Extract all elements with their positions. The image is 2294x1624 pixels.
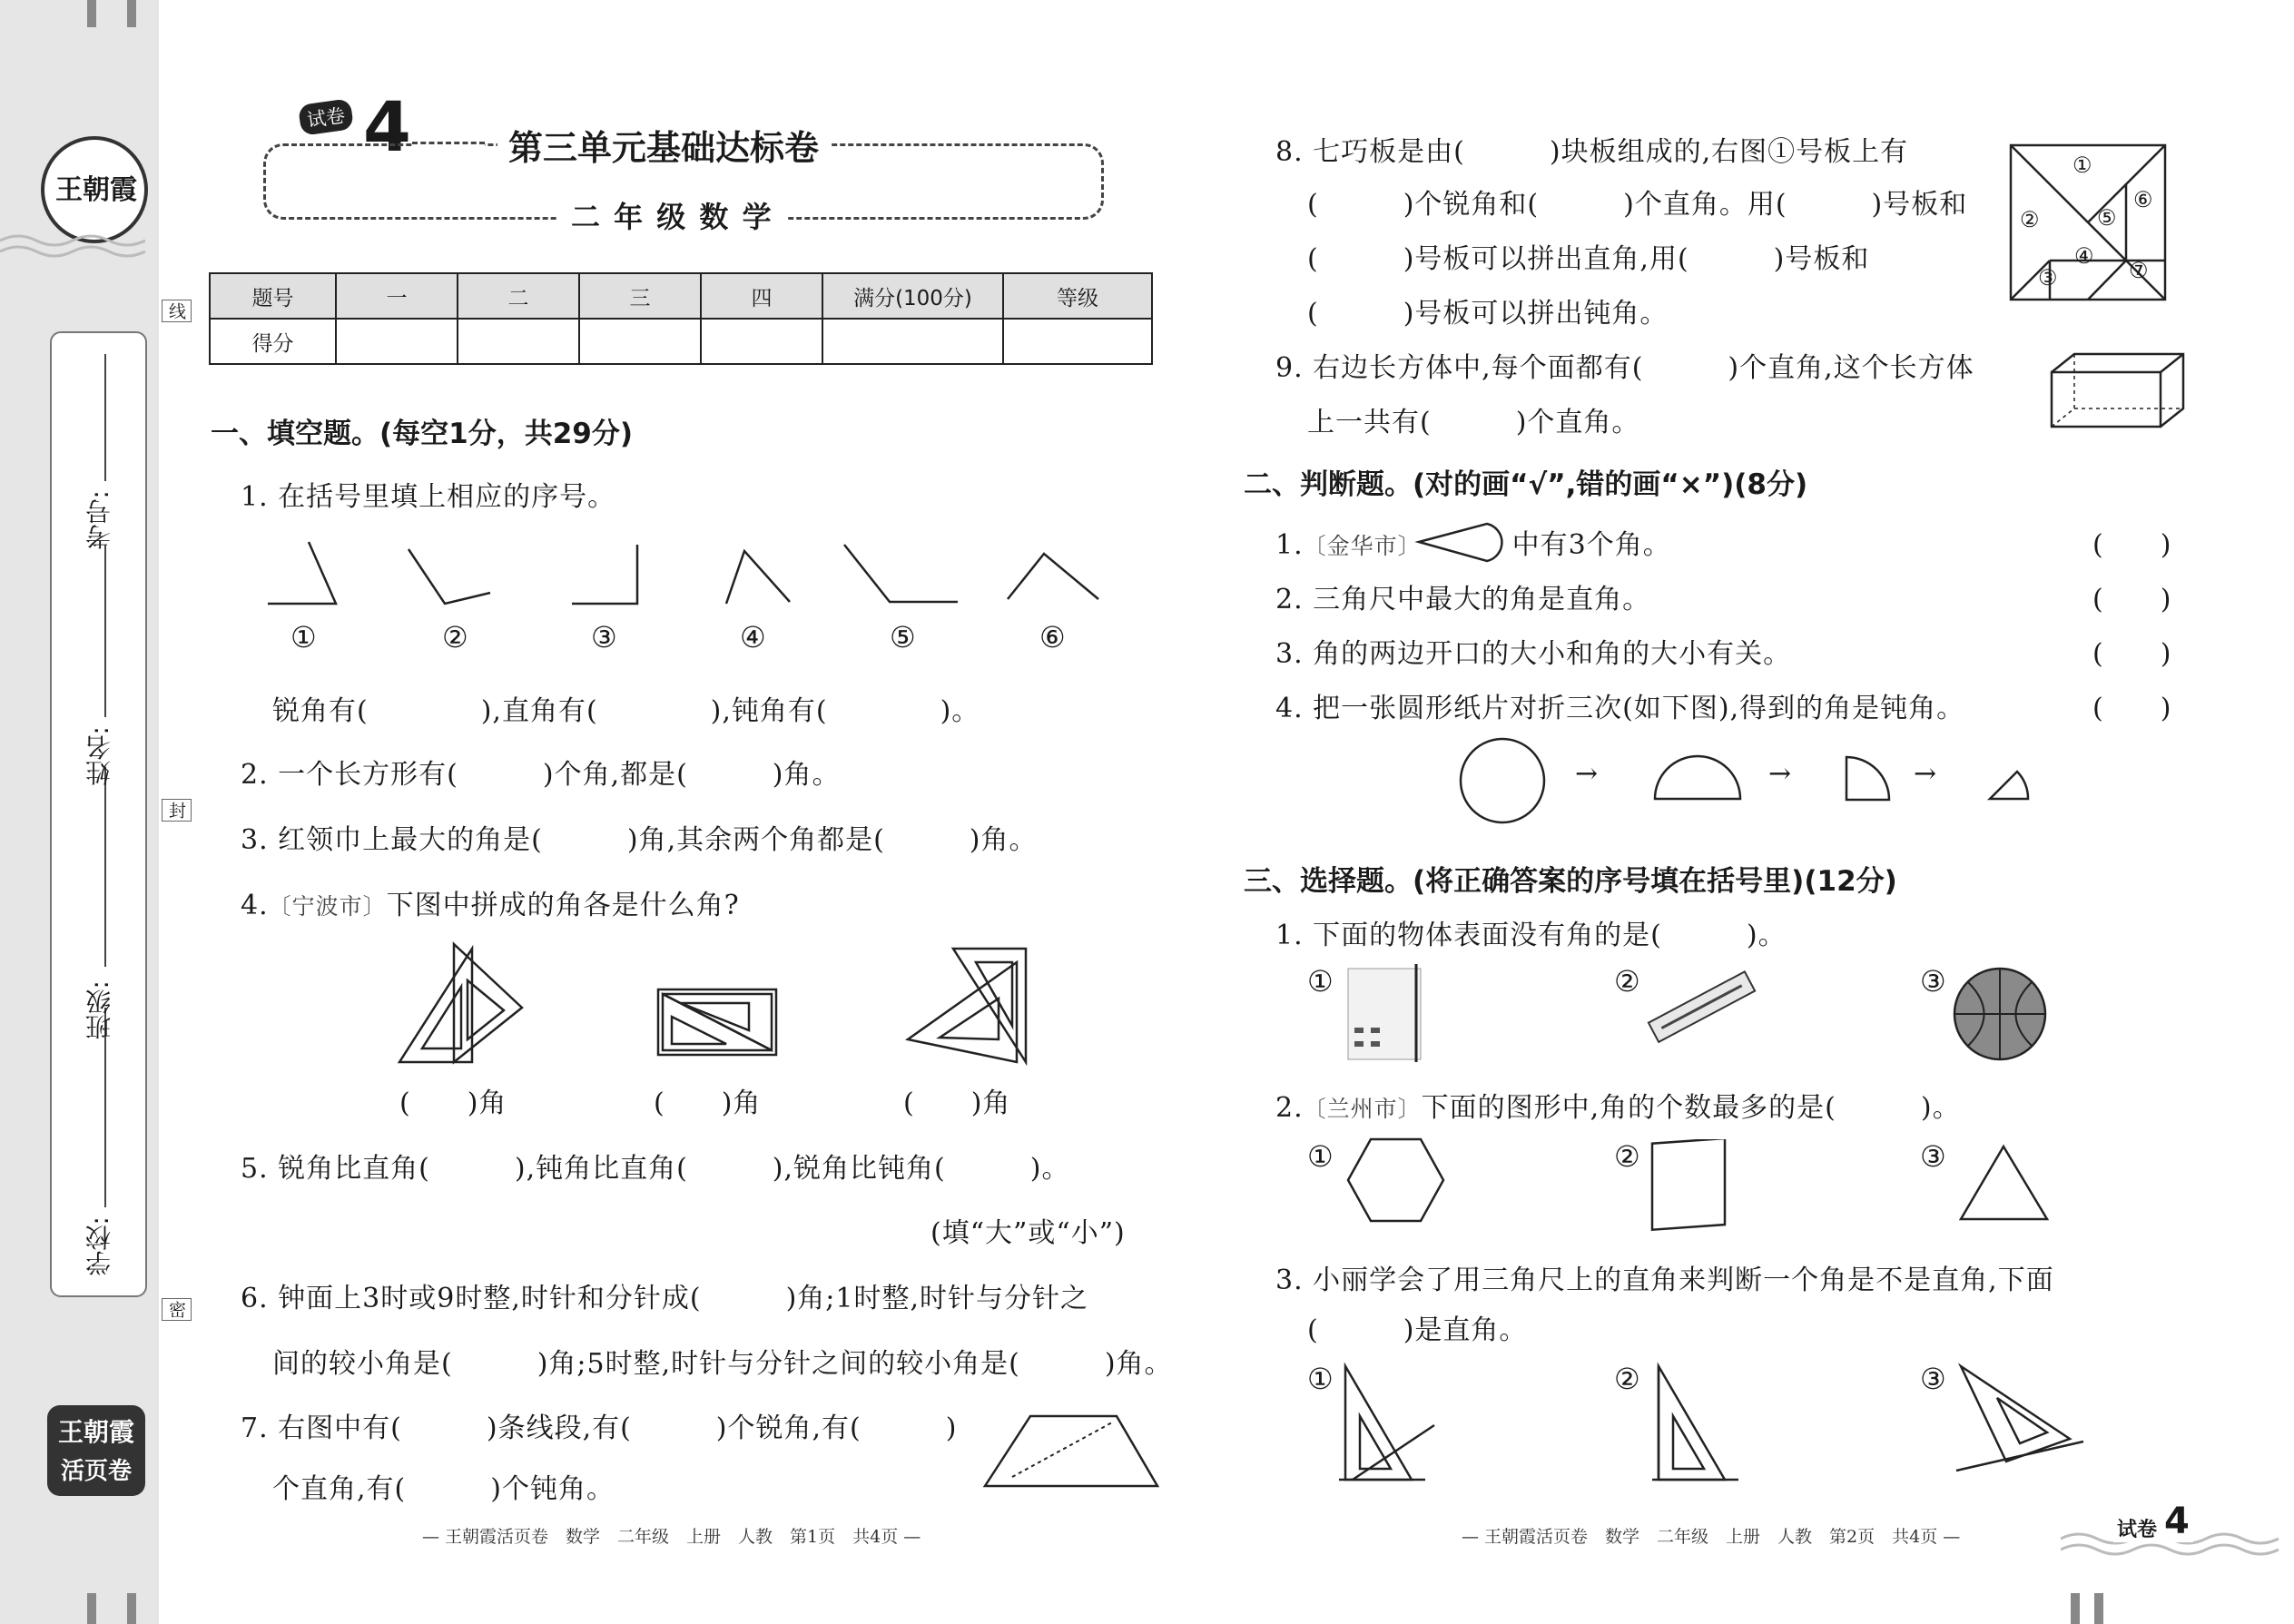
footer-badge-number: 4 (2161, 1501, 2193, 1542)
s3-q3-line2: ( )是直角。 (1307, 1314, 1528, 1346)
set-square-check-3 (1952, 1362, 2088, 1480)
s1-q5: 5. 锐角比直角( ),钝角比直角( ),锐角比钝角( )。 (241, 1153, 1070, 1185)
section1-title: 一、填空题。(每空1分，共29分) (211, 418, 634, 450)
semicircle-figure (1652, 753, 1743, 803)
s3-q3-line1: 3. 小丽学会了用三角尺上的直角来判断一个角是不是直角,下面 (1275, 1265, 2054, 1296)
score-cell[interactable] (1003, 319, 1152, 364)
s2-item-1-tag: 〔金华市〕 (1303, 533, 1422, 559)
s1-q4-text: 下图中拼成的角各是什么角? (386, 890, 740, 921)
title-frame-cut (412, 142, 485, 150)
s3-q2-tag: 〔兰州市〕 (1303, 1096, 1422, 1122)
s2-item-2-text: 三角尺中最大的角是直角。 (1313, 584, 1651, 615)
s2-item-1-number: 1. (1275, 529, 1304, 561)
angle-label-2: ② (442, 620, 468, 655)
set-square-check-1 (1334, 1362, 1439, 1489)
angle-label-3: ③ (591, 620, 617, 655)
class-field[interactable] (104, 767, 106, 967)
angle-5-icon (844, 545, 958, 602)
school-label: 学校: (84, 1216, 114, 1276)
score-cell[interactable] (822, 319, 1003, 364)
tangram-label-1: ① (2072, 153, 2092, 178)
binding-mark-seal: 封 (162, 799, 192, 822)
name-field[interactable] (104, 545, 106, 717)
s1-q4-tag: 〔宁波市〕 (268, 893, 387, 920)
score-header-cell: 四 (701, 273, 822, 319)
s1-q1-text: 1. 在括号里填上相应的序号。 (241, 481, 616, 513)
s3-q2-option-1: ① (1307, 1139, 1334, 1174)
score-cell[interactable] (336, 319, 458, 364)
strip-mark (127, 1593, 136, 1624)
quadrilateral-figure (1648, 1139, 1729, 1235)
s3-q1-option-2: ② (1614, 964, 1640, 999)
q8-line-4: ( )号板可以拼出钝角。 (1307, 298, 1669, 330)
brand-logo-text: 王朝霞 (55, 174, 137, 206)
cone-figure (1414, 517, 1514, 567)
s1-q6-line2: 间的较小角是( )角;5时整,时针与分针之间的较小角是( )角。 (272, 1348, 1173, 1380)
eighth-circle-figure (1986, 763, 2032, 803)
binding-mark-secret: 密 (162, 1298, 192, 1321)
score-header-cell: 二 (458, 273, 579, 319)
score-table-row (210, 319, 1152, 364)
test-badge: 试卷 (298, 98, 354, 136)
angle-3-icon (572, 545, 637, 604)
angle-2-icon (409, 549, 490, 604)
q9-line-2: 上一共有( )个直角。 (1307, 407, 1640, 438)
brand-footer-sub: 活页卷 (60, 1458, 132, 1485)
strip-mark (2071, 1593, 2080, 1624)
s2-answer-box-3[interactable]: ( ) (2092, 638, 2172, 670)
score-header-cell: 等级 (1003, 273, 1152, 319)
s1-q4-blank-3: ( )角 (903, 1088, 1011, 1119)
s2-item-3-number: 3. (1275, 638, 1304, 670)
score-cell[interactable] (458, 319, 579, 364)
score-table-header-row (210, 273, 1152, 319)
q9-line-1: 9. 右边长方体中,每个面都有( )个直角,这个长方体 (1275, 352, 1974, 384)
strip-mark (127, 0, 136, 27)
tangram-label-2: ② (2020, 207, 2040, 232)
footer-badge-label: 试卷 (2113, 1514, 2161, 1542)
wave-decoration (0, 231, 159, 268)
section2-title: 二、判断题。(对的画“√”,错的画“×”)(8分) (1244, 468, 1808, 501)
s3-q2-text: 下面的图形中,角的个数最多的是( )。 (1421, 1092, 1961, 1124)
s1-q7-line2: 个直角,有( )个钝角。 (272, 1473, 615, 1505)
s1-q4 (241, 882, 740, 922)
arrow-3-icon: → (1914, 758, 1937, 790)
score-header-cell: 题号 (210, 273, 336, 319)
s3-q2 (1275, 1085, 1961, 1125)
s3-q1-option-3: ③ (1920, 964, 1946, 999)
q8-line-2: ( )个锐角和( )个直角。用( )号板和 (1307, 189, 1968, 221)
tangram-label-7: ⑦ (2129, 258, 2149, 283)
angle-label-1: ① (290, 620, 317, 655)
s1-q2: 2. 一个长方形有( )个角,都是( )角。 (241, 759, 841, 791)
score-header-cell: 一 (336, 273, 458, 319)
book-corner-image (1344, 964, 1425, 1064)
tangram-label-6: ⑥ (2133, 187, 2153, 212)
binding-mark-line: 线 (162, 300, 192, 322)
circle-figure (1457, 735, 1548, 826)
score-cell[interactable] (701, 319, 822, 364)
s3-q2-option-3: ③ (1920, 1139, 1946, 1174)
footer-left: — 王朝霞活页卷 数学 二年级 上册 人教 第1页 共4页 — (422, 1527, 921, 1547)
score-header-cell: 满分(100分) (822, 273, 1003, 319)
s1-q3: 3. 红领巾上最大的角是( )角,其余两个角都是( )角。 (241, 824, 1038, 856)
q8-line-1: 8. 七巧板是由( )块板组成的,右图①号板上有 (1275, 136, 1909, 168)
tangram-label-3: ③ (2038, 265, 2058, 290)
s1-q4-blank-2: ( )角 (654, 1088, 762, 1119)
angle-6-icon (1008, 554, 1098, 599)
s1-q1-answer-line: 锐角有( ),直角有( ),钝角有( )。 (272, 695, 980, 727)
s1-q5-hint: (填“大”或“小”) (930, 1217, 1126, 1249)
quarter-circle-figure (1843, 753, 1893, 803)
page-subtitle: 二 年 级 数 学 (558, 194, 786, 236)
strip-mark (2094, 1593, 2103, 1624)
tangram-label-4: ④ (2074, 243, 2094, 269)
angle-label-6: ⑥ (1039, 620, 1066, 655)
exam-number-label: 考号: (84, 490, 114, 550)
trapezoid-figure (976, 1403, 1167, 1493)
s2-answer-box-2[interactable]: ( ) (2092, 584, 2172, 615)
cuboid-figure (2047, 349, 2192, 431)
s2-answer-box-4[interactable]: ( ) (2092, 693, 2172, 724)
s1-q4-number: 4. (241, 890, 269, 921)
s2-item-2 (1275, 576, 1650, 616)
set-square-check-2 (1648, 1362, 1748, 1489)
s1-q6-line1: 6. 钟面上3时或9时整,时针和分针成( )角;1时整,时针与分针之 (241, 1283, 1089, 1314)
s3-q2-option-2: ② (1614, 1139, 1640, 1174)
s3-q3-option-3: ③ (1920, 1362, 1946, 1396)
brand-footer-name: 王朝霞 (57, 1417, 134, 1447)
s2-item-3 (1275, 631, 1791, 671)
angle-1-icon (268, 542, 336, 604)
s3-q3-option-1: ① (1307, 1362, 1334, 1396)
s2-item-3-text: 角的两边开口的大小和角的大小有关。 (1313, 638, 1792, 670)
strip-mark (87, 0, 96, 27)
strip-mark (87, 1593, 96, 1624)
student-info-box (50, 331, 147, 1297)
s1-q4-blank-1: ( )角 (399, 1088, 507, 1119)
angle-label-4: ④ (740, 620, 766, 655)
page-title: 第三单元基础达标卷 (497, 120, 830, 170)
s2-item-2-number: 2. (1275, 584, 1304, 615)
score-cell[interactable] (579, 319, 701, 364)
s3-q1-option-1: ① (1307, 964, 1334, 999)
brand-logo-badge (41, 136, 148, 243)
ruler-image (1643, 967, 1761, 1048)
angle-figures (254, 531, 1126, 613)
exam-number-field[interactable] (104, 354, 106, 481)
arrow-2-icon: → (1768, 758, 1792, 790)
arrow-1-icon: → (1575, 758, 1599, 790)
q8-line-3: ( )号板可以拼出直角,用( )号板和 (1307, 243, 1870, 275)
triangle-figure (1956, 1142, 2052, 1224)
score-row-label: 得分 (210, 319, 336, 364)
s3-q1: 1. 下面的物体表面没有角的是( )。 (1275, 920, 1787, 951)
set-square-figures (390, 940, 1053, 1076)
s2-item-4 (1275, 685, 1964, 725)
hexagon-figure (1344, 1135, 1448, 1225)
s2-item-4-number: 4. (1275, 693, 1304, 724)
section3-title: 三、选择题。(将正确答案的序号填在括号里)(12分) (1244, 865, 1897, 898)
brand-footer-badge (47, 1405, 145, 1496)
score-header-cell: 三 (579, 273, 701, 319)
s1-q7-line1: 7. 右图中有( )条线段,有( )个锐角,有( ) (241, 1412, 958, 1444)
score-table (209, 272, 1153, 365)
s2-answer-box-1[interactable]: ( ) (2092, 529, 2172, 561)
test-number: 4 (363, 86, 411, 167)
s3-q2-number: 2. (1275, 1092, 1304, 1124)
s2-item-4-text: 把一张圆形纸片对折三次(如下图),得到的角是钝角。 (1313, 693, 1965, 724)
footer-right: — 王朝霞活页卷 数学 二年级 上册 人教 第2页 共4页 — (1462, 1527, 1961, 1547)
s3-q3-option-2: ② (1614, 1362, 1640, 1396)
basketball-image (1950, 964, 2050, 1064)
class-label: 班级: (84, 980, 114, 1040)
name-label: 姓名: (84, 726, 114, 786)
s2-item-1-text: 中有3个角。 (1511, 529, 1671, 561)
tangram-label-5: ⑤ (2097, 205, 2117, 231)
angle-4-icon (726, 551, 790, 604)
angle-label-5: ⑤ (890, 620, 916, 655)
